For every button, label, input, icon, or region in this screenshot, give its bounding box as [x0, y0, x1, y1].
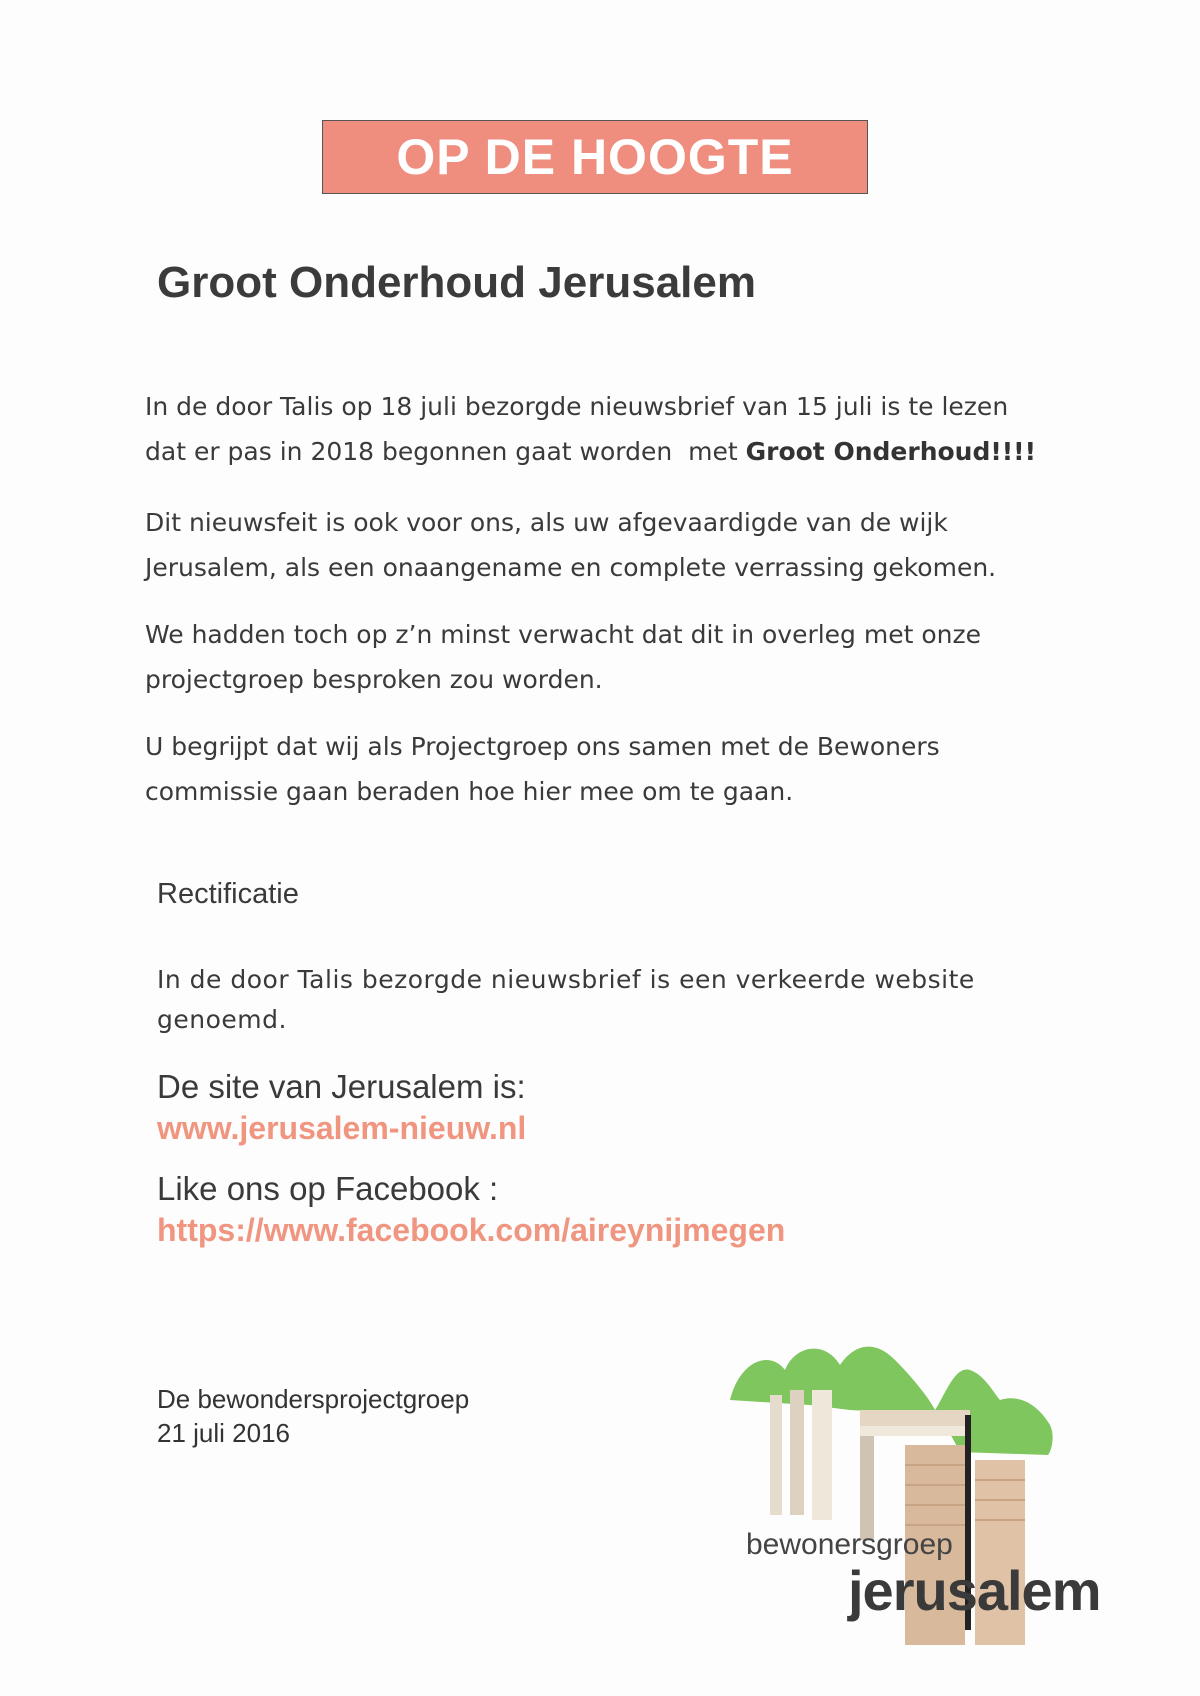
- signature-date: 21 juli 2016: [157, 1418, 290, 1448]
- site-label: De site van Jerusalem is:: [157, 1068, 526, 1105]
- paragraph-4: U begrijpt dat wij als Projectgroep ons samen met de Bewoners commissie gaan beraden hoe hier mee om te gaan.: [145, 732, 940, 806]
- paragraph-1: [145, 384, 1075, 474]
- facebook-link[interactable]: https://www.facebook.com/aireynijmegen: [157, 1212, 786, 1248]
- header-banner: [322, 120, 868, 194]
- paragraph-2: Dit nieuwsfeit is ook voor ons, als uw afgevaardigde van de wijk Jerusalem, als een onaangename en complete verrassing gekomen.: [145, 508, 997, 582]
- page-title: Groot Onderhoud Jerusalem: [157, 258, 756, 307]
- logo-small-text: bewonersgroep: [746, 1528, 953, 1561]
- facebook-label: Like ons op Facebook :: [157, 1170, 499, 1207]
- rectificatie-heading: Rectificatie: [157, 878, 299, 910]
- paragraph-1-emphasis: Groot Onderhoud!!!!: [745, 437, 1036, 466]
- paragraph-3: We hadden toch op z’n minst verwacht dat dit in overleg met onze projectgroep besproken zou worden.: [145, 620, 981, 694]
- signature-name: De bewondersprojectgroep: [157, 1384, 470, 1414]
- site-link[interactable]: www.jerusalem-nieuw.nl: [157, 1110, 527, 1146]
- logo-big-text: jerusalem: [848, 1559, 1101, 1622]
- paragraph-1-line-2: dat er pas in 2018 begonnen gaat worden met: [145, 437, 746, 466]
- banner-text: OP DE HOOGTE: [396, 129, 794, 185]
- rectificatie-body: In de door Talis bezorgde nieuwsbrief is een verkeerde website genoemd.: [157, 965, 975, 1034]
- paragraph-1-line-1: In de door Talis op 18 juli bezorgde nieuwsbrief van 15 juli is te lezen: [145, 392, 1009, 421]
